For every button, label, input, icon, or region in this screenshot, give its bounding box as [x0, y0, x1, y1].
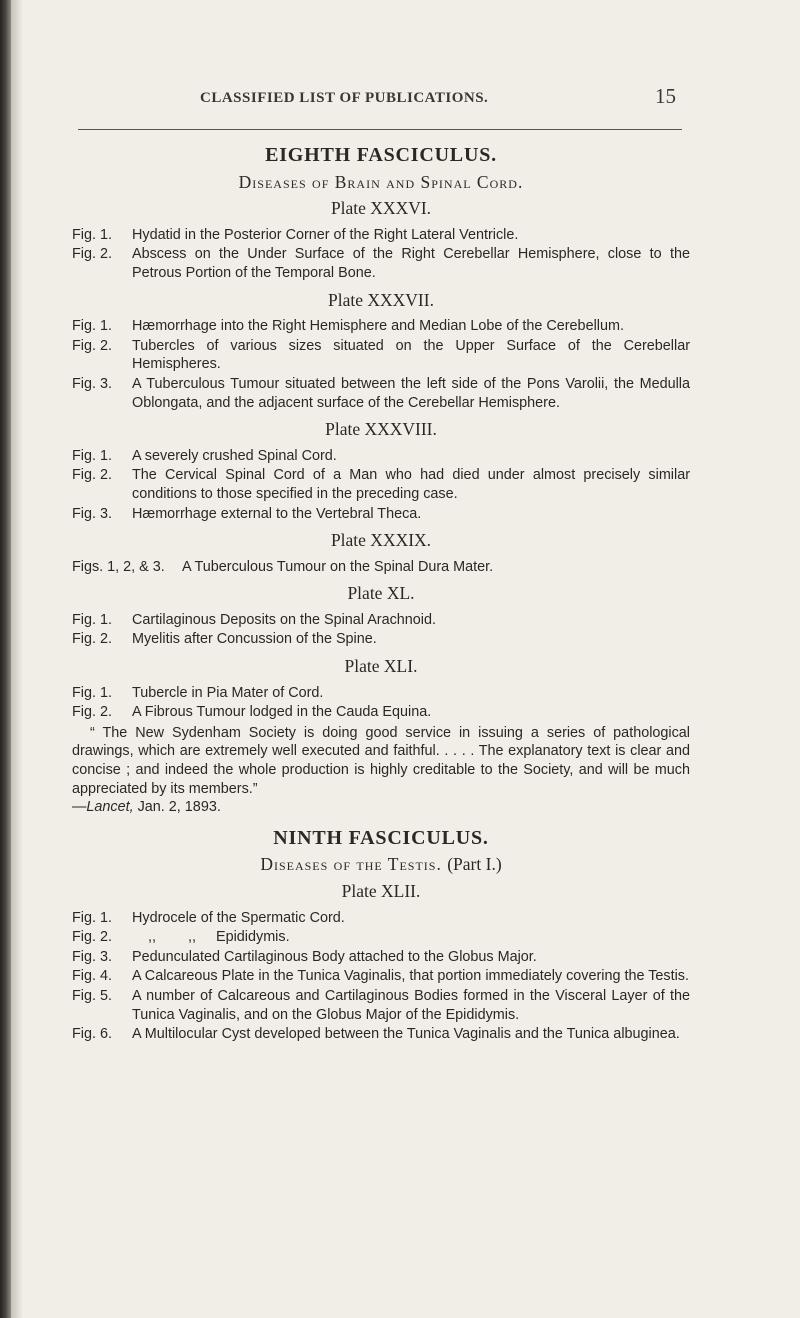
- subtitle-text: Diseases of the Testis.: [260, 854, 442, 875]
- plate-title: Plate XXXVI.: [330, 198, 432, 219]
- figure-description: Epididymis.: [216, 929, 290, 946]
- figure-description: A Tuberculous Tumour situated between the left side of the Pons Varolii, the Medulla Oblongata, and the adjacent surface of the Cerebellar Hemisphere.: [132, 375, 690, 411]
- figure-label: Fig. 1.: [72, 684, 112, 701]
- figure-description: Pedunculated Cartilaginous Body attached to the Globus Major.: [132, 948, 537, 965]
- figure-label: Fig. 2.: [72, 704, 112, 721]
- fasciculus-subtitle: Diseases of Brain and Spinal Cord.: [238, 171, 524, 192]
- part-label: (Part I.): [447, 854, 502, 875]
- figure-label: Fig. 2.: [72, 929, 112, 946]
- page-gutter-shadow: [11, 0, 23, 1318]
- figure-entry: [72, 505, 690, 524]
- review-quote: “ The New Sydenham Society is doing good service in issuing a series of pathological drawings, which are extremely well executed and faithful. . . . . The explanatory text is clear and concise ; and indeed the whole production is highly creditable to the Society, and will be much appreciated by its members.”: [72, 724, 690, 797]
- figure-description: Abscess on the Under Surface of the Right Cerebellar Hemisphere, close to the Petrous Portion of the Temporal Bone.: [132, 246, 690, 281]
- citation-date: Jan. 2, 1893.: [133, 799, 221, 816]
- figure-entry: [72, 317, 690, 336]
- figure-label: Fig. 2.: [72, 337, 112, 354]
- figure-description: Myelitis after Concussion of the Spine.: [132, 631, 377, 648]
- plate-title: Plate XLI.: [344, 656, 418, 677]
- figure-label: Fig. 4.: [72, 968, 112, 985]
- figure-label: Fig. 3.: [72, 375, 112, 392]
- figure-entry: [72, 558, 690, 577]
- fasciculus-title: EIGHTH FASCICULUS.: [265, 144, 497, 166]
- figure-entry: [72, 928, 690, 947]
- figure-entry: [72, 337, 690, 374]
- figure-label: Fig. 1.: [72, 318, 112, 335]
- figure-label: Fig. 1.: [72, 611, 112, 628]
- figure-description: Tubercle in Pia Mater of Cord.: [132, 684, 324, 701]
- fasciculus-subtitle: [72, 855, 690, 874]
- figure-description: The Cervical Spinal Cord of a Man who had died under almost precisely similar conditions to those specified in the preceding case.: [132, 467, 690, 502]
- figure-label: Fig. 5.: [72, 987, 112, 1004]
- ditto-mark: ,,: [148, 929, 156, 946]
- figure-description: Hydatid in the Posterior Corner of the Right Lateral Ventricle.: [132, 226, 519, 243]
- figure-entry: [72, 226, 690, 245]
- figure-entry: [72, 466, 690, 503]
- figure-label: Fig. 1.: [72, 447, 112, 464]
- plate-title: Plate XXXIX.: [330, 530, 432, 551]
- book-binding-edge: [0, 0, 11, 1318]
- figure-description-ditto: [132, 928, 690, 947]
- figure-entry: [72, 948, 690, 967]
- plate-title: Plate XXXVII.: [328, 289, 434, 310]
- figure-description: A severely crushed Spinal Cord.: [132, 447, 337, 464]
- figure-label: Figs. 1, 2, & 3.: [72, 558, 165, 575]
- figure-entry: [72, 703, 690, 722]
- figure-entry: [72, 245, 690, 282]
- quote-citation: [72, 798, 690, 817]
- figure-entry: [72, 684, 690, 703]
- figure-label: Fig. 1.: [72, 226, 112, 243]
- citation-dash: —: [72, 799, 87, 816]
- figure-label: Fig. 2.: [72, 631, 112, 648]
- header-rule: [78, 129, 682, 130]
- figure-label: Fig. 6.: [72, 1026, 112, 1043]
- ditto-mark: ,,: [188, 929, 196, 946]
- citation-source: Lancet,: [86, 799, 134, 816]
- figure-description: Hæmorrhage external to the Vertebral Theca.: [132, 505, 422, 522]
- figure-label: Fig. 1.: [72, 909, 112, 926]
- figure-description: Tubercles of various sizes situated on the Upper Surface of the Cerebellar Hemispheres.: [132, 337, 690, 373]
- figure-entry: [72, 611, 690, 630]
- figure-description: A Fibrous Tumour lodged in the Cauda Equina.: [132, 704, 432, 721]
- figure-entry: [72, 909, 690, 928]
- plate-title: Plate XXXVIII.: [325, 419, 437, 440]
- figure-label: Fig. 3.: [72, 948, 112, 965]
- page-content: [72, 140, 690, 1045]
- page-number: 15: [655, 84, 676, 108]
- plate-title: Plate XL.: [347, 583, 415, 604]
- plate-title: Plate XLII.: [341, 881, 421, 901]
- figure-label: Fig. 2.: [72, 246, 112, 263]
- figure-description: Hydrocele of the Spermatic Cord.: [132, 909, 345, 926]
- figure-description: Cartilaginous Deposits on the Spinal Arachnoid.: [132, 611, 436, 628]
- figure-entry: [72, 967, 690, 986]
- figure-label: Fig. 3.: [72, 505, 112, 522]
- figure-description: A Tuberculous Tumour on the Spinal Dura Mater.: [182, 558, 494, 575]
- figure-description: A Multilocular Cyst developed between the Tunica Vaginalis and the Tunica albuginea.: [132, 1026, 680, 1043]
- figure-entry: [72, 375, 690, 412]
- figure-entry: [72, 987, 690, 1024]
- figure-description: A Calcareous Plate in the Tunica Vaginalis, that portion immediately covering the Testis.: [132, 968, 690, 985]
- figure-entry: [72, 447, 690, 466]
- running-header: CLASSIFIED LIST OF PUBLICATIONS.: [200, 90, 489, 106]
- figure-entry: [72, 630, 690, 649]
- figure-entry: [72, 1025, 690, 1044]
- fasciculus-title: NINTH FASCICULUS.: [273, 826, 489, 849]
- figure-label: Fig. 2.: [72, 467, 112, 484]
- figure-description: Hæmorrhage into the Right Hemisphere and Median Lobe of the Cerebellum.: [132, 318, 624, 335]
- figure-description: A number of Calcareous and Cartilaginous Bodies formed in the Visceral Layer of the Tunica Vaginalis, and on the Globus Major of the Epididymis.: [132, 987, 690, 1023]
